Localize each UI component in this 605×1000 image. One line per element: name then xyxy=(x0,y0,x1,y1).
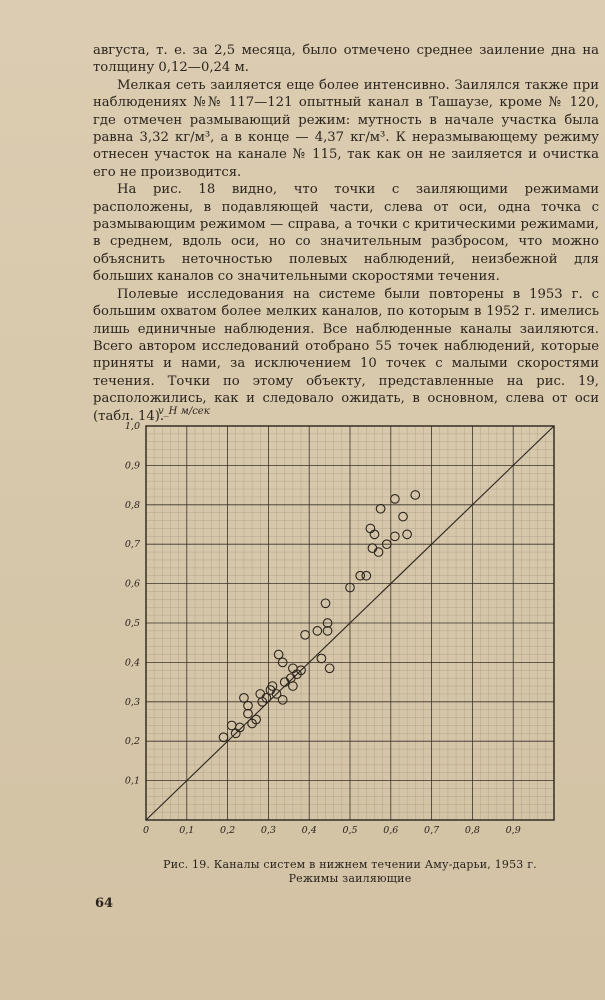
y-tick-label: 0,4 xyxy=(124,657,140,669)
figure-19 xyxy=(108,400,588,850)
x-tick-label: 0,2 xyxy=(220,825,236,836)
x-tick-label: 0,3 xyxy=(260,825,276,836)
y-tick-label: 0,7 xyxy=(124,539,140,551)
data-point xyxy=(244,709,253,718)
y-tick-label: 1,0 xyxy=(124,421,140,432)
x-tick-label: 0,4 xyxy=(301,825,317,836)
data-point xyxy=(399,512,408,521)
figure-caption xyxy=(130,858,570,886)
x-tick-label: 0,7 xyxy=(424,825,440,836)
data-point xyxy=(376,504,385,513)
x-tick-label: 0,6 xyxy=(383,825,399,836)
y-axis-label: v_H м/сек xyxy=(158,406,210,417)
data-point xyxy=(236,723,245,732)
y-tick-label: 0,5 xyxy=(124,618,140,629)
caption-line-1: Рис. 19. Каналы систем в нижнем течении Аму-дарьи, 1953 г. xyxy=(163,858,537,871)
y-tick-label: 0,9 xyxy=(124,460,140,472)
y-tick-label: 0,6 xyxy=(124,578,140,590)
data-point xyxy=(219,733,228,742)
paragraph-2: Мелкая сеть заиляется еще более интенсивно. Заилялся также при наблюдениях №№ 117—121 опытный канал в Ташаузе, кроме № 120, где отмечен размывающий режим: мутность в начале участка была равна 3,32 кг/м³, а в конце — 4,37 кг/м³. К неразмывающему режиму отнесен участок на канале № 115, так как он не заиляется и очистка его не производится. xyxy=(93,77,599,180)
body-text xyxy=(93,42,599,425)
x-tick-label: 0,5 xyxy=(342,825,358,836)
data-point xyxy=(391,495,400,504)
y-tick-label: 0,2 xyxy=(124,736,140,748)
x-tick-label: 0,9 xyxy=(505,825,521,836)
paragraph-1: августа, т. е. за 2,5 месяца, было отмечено среднее заиление дна на толщину 0,12—0,24 м. xyxy=(93,43,599,76)
tick-labels xyxy=(125,421,521,836)
data-point xyxy=(301,631,310,640)
paragraph-4: Полевые исследования на системе были повторены в 1953 г. с большим охватом более мелких каналов, по которым в 1952 г. имелись лишь единичные наблюдения. Все наблюденные каналы заиляются. Всего автором исследований отобрано 55 точек наблюдений, которые приняты и нами, за исключением 10 точек с малыми скоростями течения. Точки по этому объекту, представленные на рис. 19, расположились, как и следовало ожидать, в основном, слева от оси (табл. 14). xyxy=(93,286,599,424)
x-tick-label: 0,8 xyxy=(464,825,480,836)
data-point xyxy=(278,696,287,705)
paragraph-3: На рис. 18 видно, что точки с заиляющими режимами расположены, в подавляющей части, слева от оси, одна точка с размывающим режимом — справа, а точки с критическими режимами, в среднем, вдоль оси, но со значительным разбросом, что можно объяснить неточностью полевых наблюдений, неизбежной для больших каналов со значительными скоростями течения. xyxy=(93,182,599,285)
y-tick-label: 0,1 xyxy=(124,775,140,787)
data-point xyxy=(244,701,253,710)
x-tick-label: 0 xyxy=(142,825,150,836)
x-tick-label: 0,1 xyxy=(179,825,195,836)
caption-line-2: Режимы заиляющие xyxy=(288,872,412,885)
data-point xyxy=(368,544,377,553)
page-number: 64 xyxy=(95,896,114,911)
data-point xyxy=(325,664,334,673)
scatter-chart xyxy=(108,400,588,850)
y-tick-label: 0,8 xyxy=(124,499,140,511)
y-tick-label: 0,3 xyxy=(124,696,140,708)
data-point xyxy=(317,654,326,663)
